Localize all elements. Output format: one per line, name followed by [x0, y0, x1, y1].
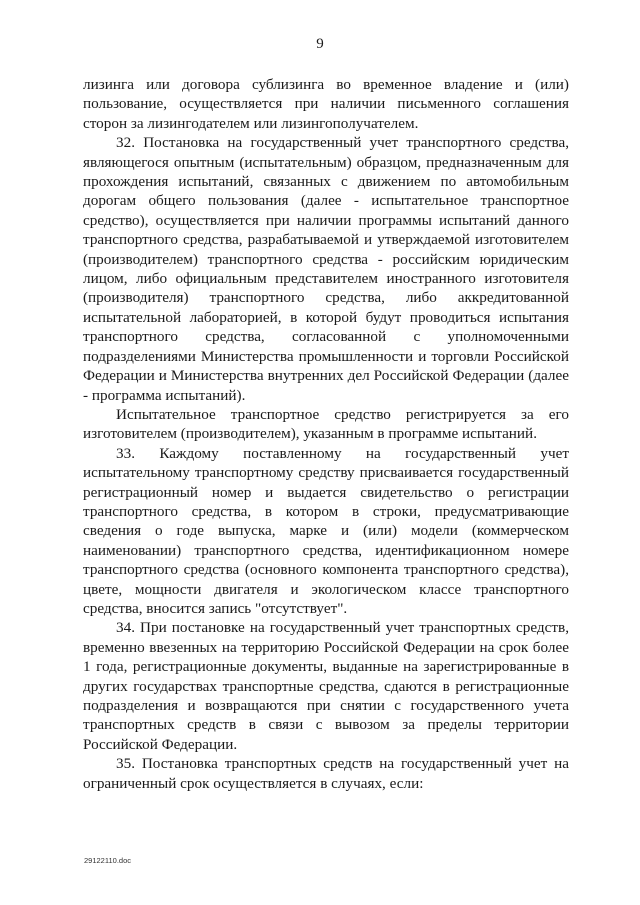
- paragraph-33: 33. Каждому поставленному на государственный учет испытательному транспортному средству присваивается государственный регистрационный номер и выдается свидетельство о регистрации транспортного средства, в котором в строки, предусматривающие сведения о годе выпуска, марке и (или) модели (коммерческом наименовании) транспортного средства, идентификационном номере транспортного средства (основного компонента транспортного средства), цвете, мощности двигателя и экологическом классе транспортного средства, вносится запись "отсутствует".: [83, 444, 569, 617]
- footer-file-name: 29122110.doc: [84, 856, 131, 865]
- paragraph-test-vehicle-registration: Испытательное транспортное средство регистрируется за его изготовителем (производителем), указанным в программе испытаний.: [83, 405, 569, 443]
- paragraph-34: 34. При постановке на государственный учет транспортных средств, временно ввезенных на территорию Российской Федерации на срок более 1 года, регистрационные документы, выданные на зарегистрированные в других государствах транспортные средства, сдаются в регистрационные подразделения и возвращаются при снятии с государственного учета транспортных средств в связи с вывозом за пределы территории Российской Федерации.: [83, 619, 569, 753]
- document-body: [83, 75, 569, 793]
- paragraph-continuation: лизинга или договора сублизинга во временное владение и (или) пользование, осуществляется при наличии письменного соглашения сторон за лизингодателем или лизингополучателем.: [83, 76, 569, 132]
- paragraph-35: 35. Постановка транспортных средств на государственный учет на ограниченный срок осуществляется в случаях, если:: [83, 755, 569, 792]
- page-number: 9: [316, 36, 324, 52]
- paragraph-32: 32. Постановка на государственный учет транспортного средства, являющегося опытным (испытательным) образцом, предназначенным для прохождения испытаний, связанных с движением по автомобильным дорогам общего пользования (далее - испытательное транспортное средство), осуществляется при наличии программы испытаний данного транспортного средства, разрабатываемой и утверждаемой изготовителем (производителем) транспортного средства - российским юридическим лицом, либо официальным представителем иностранного изготовителя (производителя) транспортного средства, либо аккредитованной испытательной лабораторией, в которой будут проводиться испытания транспортного средства, согласованной с уполномоченными подразделениями Министерства промышленности и торговли Российской Федерации и Министерства внутренних дел Российской Федерации (далее - программа испытаний).: [83, 134, 569, 404]
